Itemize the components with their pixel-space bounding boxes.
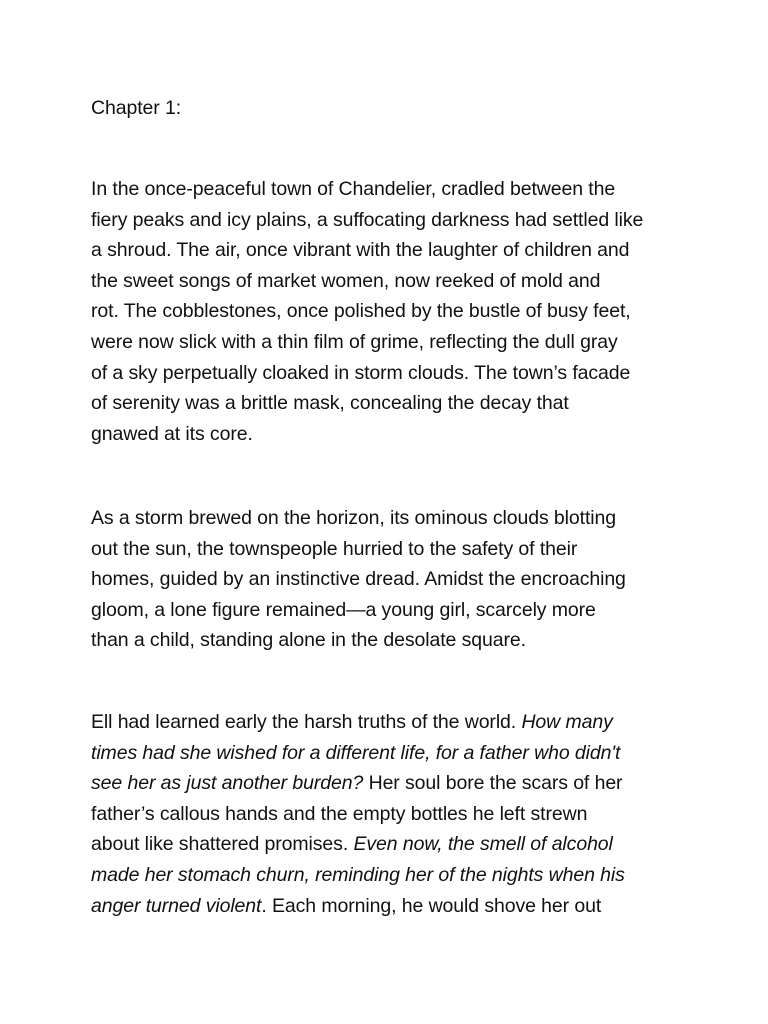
text-line [91, 503, 711, 534]
italic-text-run: anger turned violent [91, 894, 262, 917]
text-run: of a sky perpetually cloaked in storm clouds. The town’s facade [91, 361, 631, 384]
text-line [91, 534, 711, 565]
text-run: were now slick with a thin film of grime, reflecting the dull gray [91, 330, 618, 353]
text-line [91, 266, 711, 297]
text-line [91, 174, 711, 205]
text-run: of serenity was a brittle mask, concealing the decay that [91, 392, 569, 415]
text-line [91, 296, 711, 327]
text-run: gloom, a lone figure remained—a young girl, scarcely more [91, 598, 596, 621]
text-line [91, 707, 711, 738]
text-line [91, 235, 711, 266]
italic-text-run: times had she wished for a different life, for a father who didn't [91, 741, 621, 764]
text-run: homes, guided by an instinctive dread. Amidst the encroaching [91, 568, 626, 591]
text-line [91, 738, 711, 769]
chapter-heading: Chapter 1: [91, 97, 182, 119]
text-run: father’s callous hands and the empty bottles he left strewn [91, 802, 588, 825]
text-line [91, 829, 711, 860]
text-run: about like shattered promises. [91, 833, 354, 856]
text-line [91, 419, 711, 450]
text-run: Her soul bore the scars of her [363, 772, 623, 795]
text-line [91, 564, 711, 595]
text-line [91, 358, 711, 389]
italic-text-run: Even now, the smell of alcohol [353, 833, 613, 856]
text-line [91, 799, 711, 830]
italic-text-run: see her as just another burden? [91, 772, 364, 795]
text-run: rot. The cobblestones, once polished by the bustle of busy feet, [91, 300, 631, 323]
text-run: In the once-peaceful town of Chandelier, cradled between the [91, 178, 616, 200]
paragraph-2 [91, 503, 711, 656]
text-run: out the sun, the townspeople hurried to the safety of their [91, 537, 578, 560]
text-line [91, 205, 711, 236]
text-run: than a child, standing alone in the desolate square. [91, 629, 526, 652]
text-line [91, 625, 711, 656]
text-line [91, 388, 711, 419]
text-run: a shroud. The air, once vibrant with the laughter of children and [91, 239, 630, 262]
text-line [91, 768, 711, 799]
text-line [91, 595, 711, 626]
text-run: fiery peaks and icy plains, a suffocating darkness had settled like [91, 208, 644, 231]
text-run: As a storm brewed on the horizon, its ominous clouds blotting [91, 507, 617, 529]
italic-text-run: made her stomach churn, reminding her of the nights when his [91, 863, 625, 886]
paragraph-1 [91, 174, 711, 449]
text-run: gnawed at its core. [91, 422, 253, 445]
text-run: the sweet songs of market women, now reeked of mold and [91, 269, 601, 292]
italic-text-run: How many [521, 711, 613, 733]
text-line [91, 327, 711, 358]
text-line [91, 891, 711, 922]
text-line [91, 860, 711, 891]
text-run: . Each morning, he would shove her out [261, 894, 602, 917]
paragraph-3 [91, 707, 711, 921]
text-run: Ell had learned early the harsh truths of the world. [91, 711, 522, 733]
